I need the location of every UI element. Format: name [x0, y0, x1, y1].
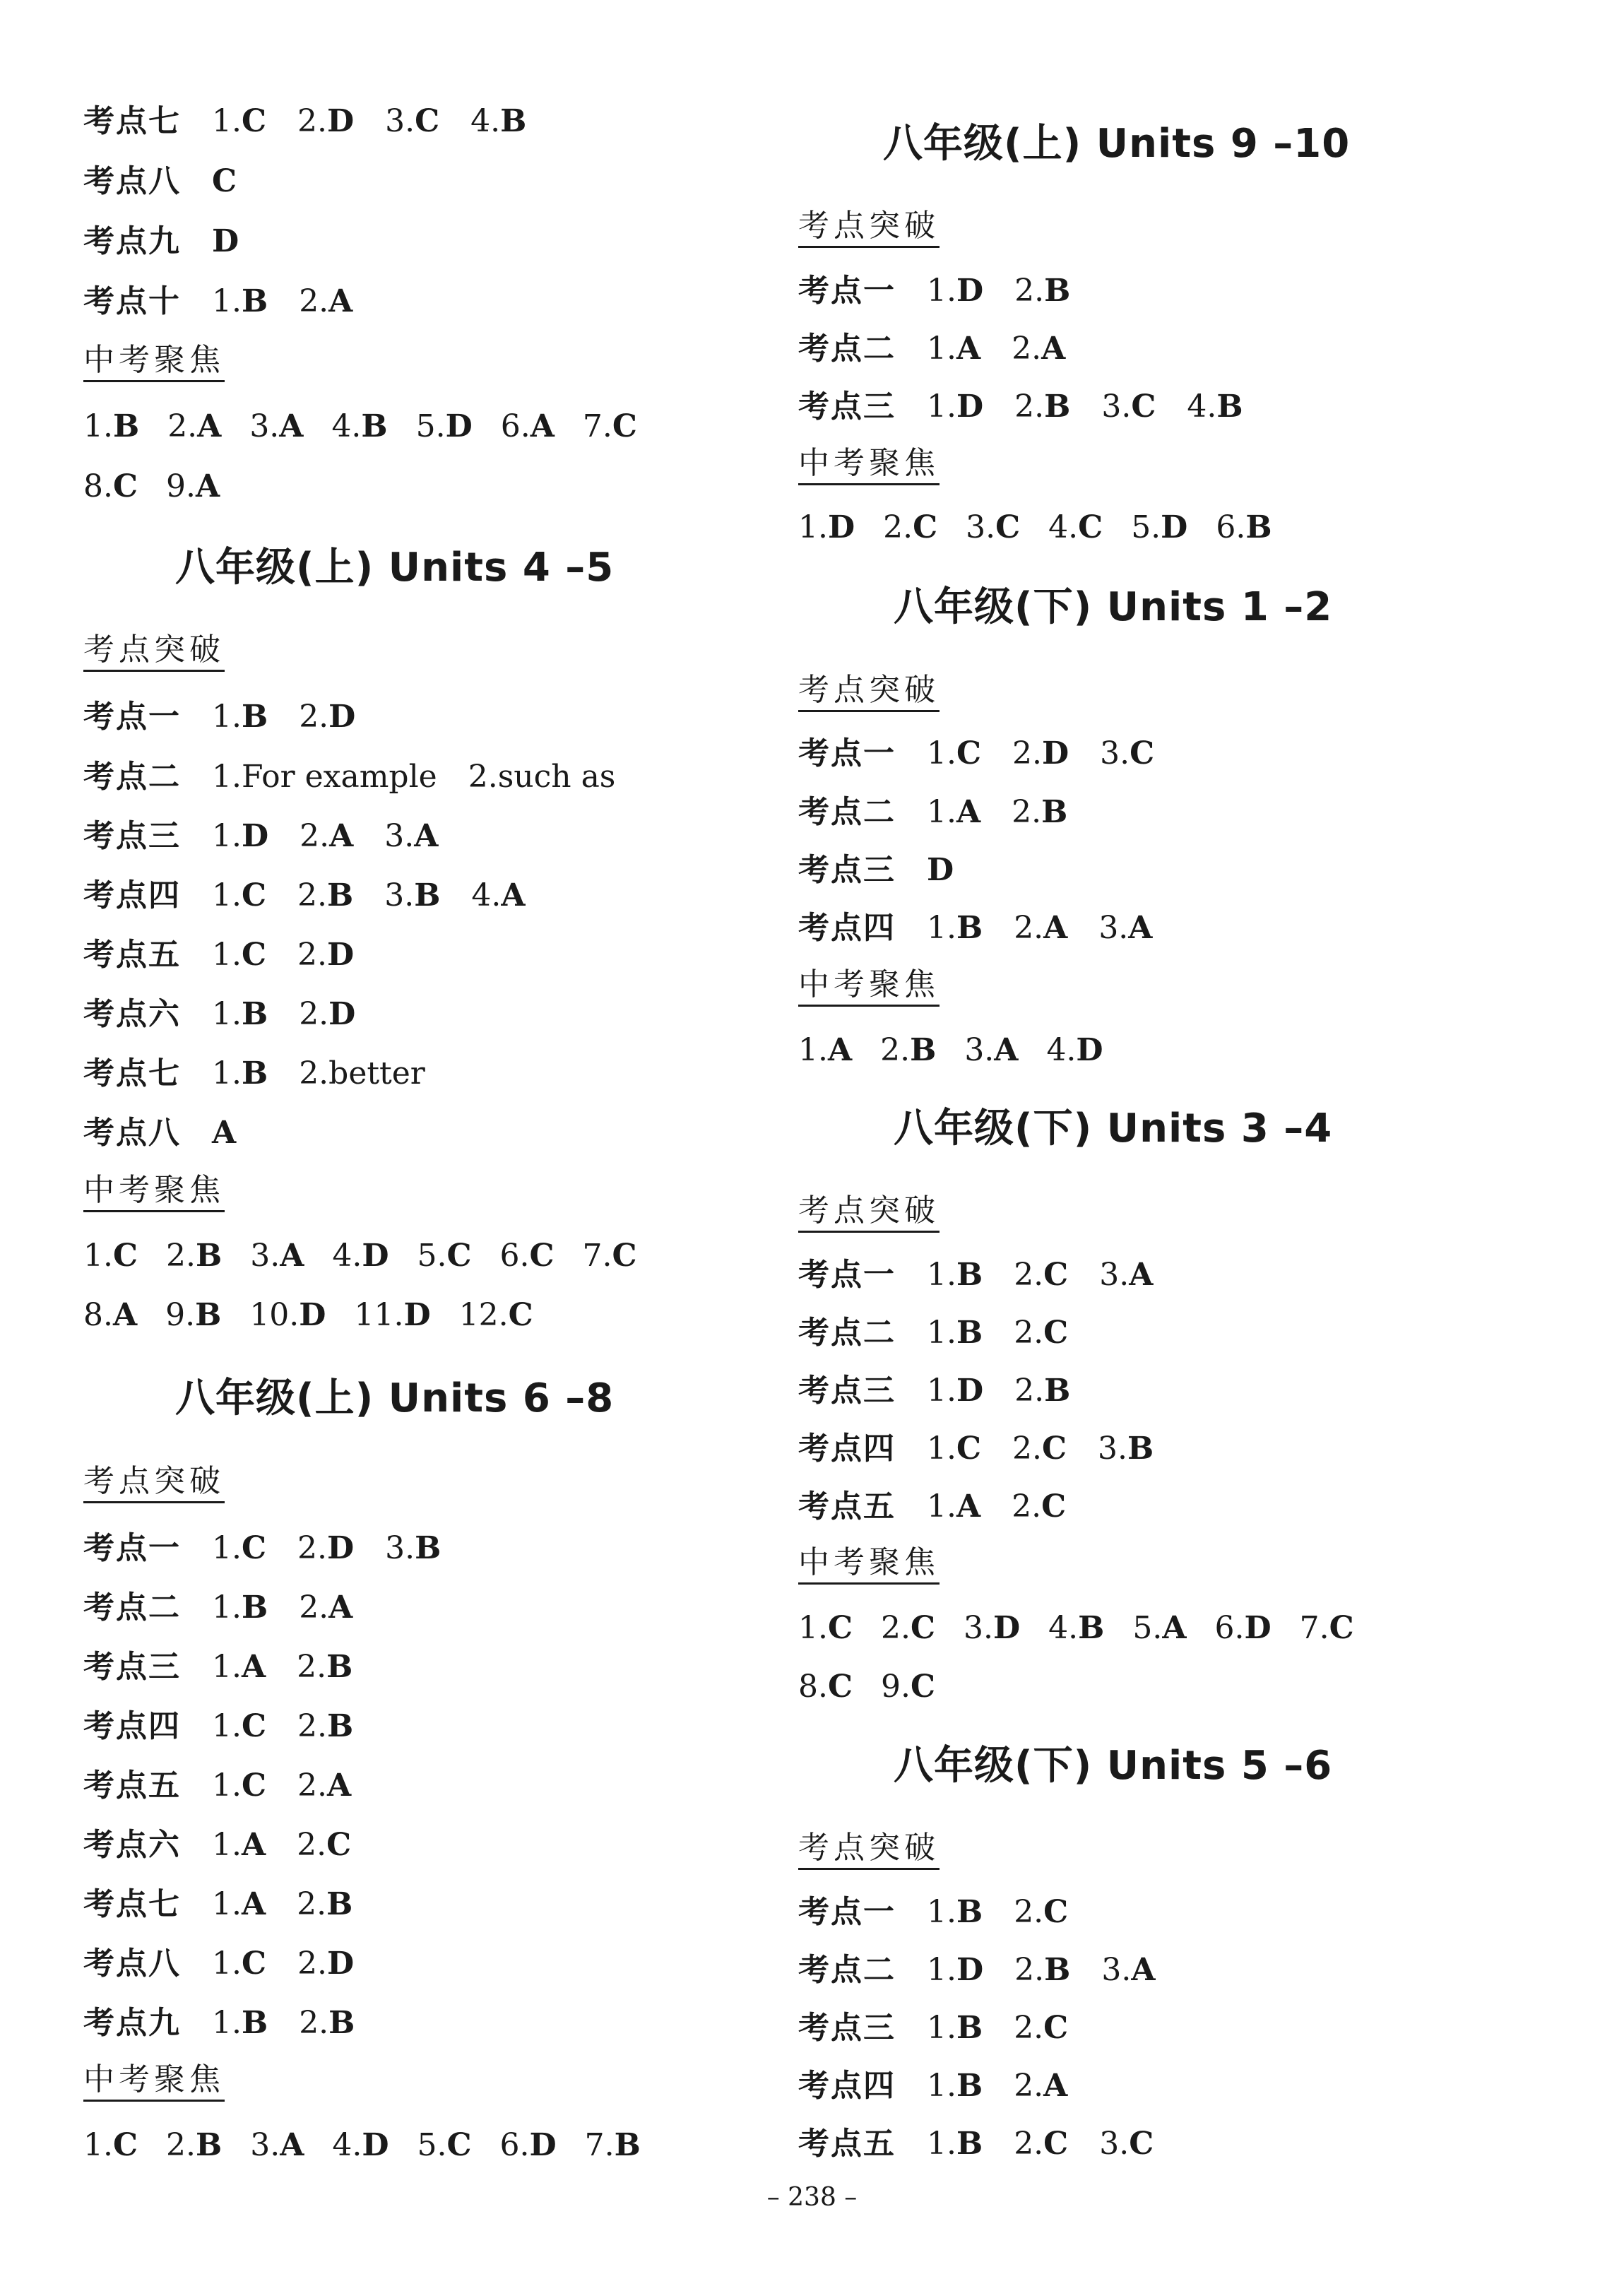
answer: 12.C	[458, 1297, 533, 1333]
answer: 2.A	[167, 408, 222, 444]
answer: 5.C	[417, 2127, 472, 2163]
kaodian-row	[798, 1375, 1101, 1407]
answer: 1.D	[927, 389, 984, 425]
answer: 2.C	[1012, 1488, 1067, 1525]
answer: 1.B	[212, 2005, 268, 2041]
answer: 4.C	[1048, 509, 1103, 545]
kaodian-row	[798, 852, 985, 888]
kaodian-row	[798, 1257, 1184, 1293]
key-points-subheading: 考点突破	[798, 675, 940, 712]
exam-focus-subheading: 中考聚焦	[798, 448, 940, 485]
kaodian-row	[83, 223, 270, 259]
answer: 1.C	[212, 1946, 267, 1982]
exam-focus-subheading: 中考聚焦	[83, 2064, 225, 2102]
kaodian-label: 考点七	[83, 1886, 181, 1922]
answer: 2.D	[297, 1530, 355, 1566]
kaodian-row	[83, 103, 557, 139]
kaodian-row	[83, 1886, 384, 1922]
answer: 1.A	[212, 1649, 266, 1685]
answer: 3.C	[966, 509, 1021, 545]
kaodian-row	[83, 877, 557, 913]
answer: 6.B	[1216, 509, 1272, 545]
answer: 3.A	[384, 818, 439, 854]
answer: 1.D	[927, 1952, 984, 1988]
section-heading: 八年级(下) Units 5 –6	[894, 1743, 1333, 1789]
answer: 5.A	[1132, 1610, 1187, 1646]
kaodian-label: 考点二	[83, 759, 181, 795]
kaodian-label: 考点七	[83, 1055, 181, 1091]
answer: 2.A	[1012, 331, 1066, 367]
kaodian-label: 考点五	[798, 1488, 896, 1525]
answer: 2.A	[299, 1590, 353, 1626]
answer: 1.C	[83, 2127, 138, 2163]
exam-focus-subheading: 中考聚焦	[798, 1547, 940, 1585]
kaodian-row	[798, 910, 1183, 946]
answer: 1.B	[212, 996, 268, 1032]
answer: 4.B	[470, 103, 527, 139]
kaodian-row	[83, 701, 386, 733]
kaodian-label: 考点三	[798, 1373, 896, 1409]
answer: A	[212, 1115, 237, 1151]
kaodian-label: 考点七	[83, 103, 181, 139]
answer: 2.A	[299, 283, 353, 319]
kaodian-row	[83, 163, 268, 199]
answer: 3.C	[1099, 2126, 1154, 2162]
answer: 3.D	[964, 1610, 1021, 1646]
answer: 2.C	[1014, 2010, 1069, 2046]
answer: 2.C	[1012, 1431, 1067, 1467]
answer: 2.better	[299, 1055, 425, 1091]
answer: 1.D	[212, 818, 269, 854]
section-heading: 八年级(下) Units 1 –2	[894, 584, 1333, 630]
answer: 2.B	[166, 1238, 223, 1274]
answer: 1.B	[927, 1257, 983, 1293]
kaodian-row	[798, 1952, 1186, 1988]
answer: 2.B	[880, 1032, 937, 1068]
kaodian-label: 考点六	[83, 996, 181, 1032]
answer: 2.D	[299, 699, 356, 735]
kaodian-label: 考点五	[83, 1768, 181, 1804]
kaodian-row	[83, 818, 469, 854]
kaodian-label: 考点一	[798, 273, 896, 309]
answer: 4.B	[331, 408, 388, 444]
kaodian-label: 考点五	[798, 2126, 896, 2162]
kaodian-row	[798, 389, 1274, 425]
exam-focus-answers	[83, 408, 665, 444]
kaodian-row	[83, 1055, 456, 1091]
answer: 2.C	[883, 509, 938, 545]
kaodian-row	[798, 1894, 1099, 1930]
answer: 3.A	[249, 408, 304, 444]
answer: 1.C	[212, 1768, 267, 1804]
key-points-subheading: 考点突破	[798, 211, 940, 248]
kaodian-row	[83, 1115, 267, 1151]
answer: 2.C	[297, 1827, 352, 1863]
answer: 2.B	[299, 2005, 355, 2041]
answer: 4.B	[1048, 1610, 1105, 1646]
answer: 6.D	[1214, 1610, 1272, 1646]
answer: 3.B	[384, 877, 441, 913]
answer: 1.B	[927, 2068, 983, 2104]
answer: 2.B	[166, 2127, 223, 2163]
answer: 2.D	[299, 996, 356, 1032]
exam-focus-answers	[83, 1238, 665, 1274]
kaodian-label: 考点六	[83, 1827, 181, 1863]
answer: 5.C	[417, 1238, 472, 1274]
answer: 2.A	[1014, 2068, 1068, 2104]
answer: 2.B	[1014, 1952, 1071, 1988]
key-points-subheading: 考点突破	[83, 634, 225, 672]
answer: 1.A	[212, 1886, 266, 1922]
kaodian-label: 考点八	[83, 1946, 181, 1982]
exam-focus-answers	[798, 1671, 964, 1703]
answer: 2.A	[297, 1768, 352, 1804]
answer: 2.B	[1012, 794, 1068, 830]
kaodian-row	[798, 1488, 1097, 1525]
answer: 2.C	[1014, 1894, 1069, 1930]
kaodian-label: 考点四	[798, 1431, 896, 1467]
answer: 1.C	[927, 1431, 982, 1467]
answer: 2.B	[297, 1708, 354, 1744]
kaodian-label: 考点二	[798, 331, 896, 367]
kaodian-label: 考点三	[798, 389, 896, 425]
kaodian-row	[83, 1708, 384, 1744]
answer: 2.D	[297, 1946, 355, 1982]
answer: 9.B	[165, 1297, 222, 1333]
answer: 1.B	[212, 1055, 268, 1091]
answer: 1.B	[927, 1894, 983, 1930]
kaodian-row	[83, 1649, 384, 1685]
answer: 3.C	[385, 103, 440, 139]
answer: 1.C	[212, 937, 267, 973]
answer: 9.C	[881, 1669, 936, 1705]
exam-focus-answers	[798, 509, 1300, 545]
answer: 1.D	[927, 273, 984, 309]
kaodian-row	[798, 1315, 1099, 1351]
kaodian-label: 考点三	[798, 2010, 896, 2046]
exam-focus-answers	[83, 2127, 669, 2163]
answer: 1.C	[212, 1708, 267, 1744]
kaodian-label: 考点三	[798, 852, 896, 888]
answer: 2.A	[300, 818, 354, 854]
answer: 2.D	[297, 103, 355, 139]
kaodian-row	[798, 1431, 1185, 1467]
answer: 1.A	[798, 1032, 853, 1068]
kaodian-row	[83, 1530, 472, 1566]
answer: 2.B	[297, 1649, 353, 1685]
section-heading: 八年级(上) Units 6 –8	[175, 1375, 615, 1421]
kaodian-label: 考点三	[83, 1649, 181, 1685]
answer: 3.A	[1099, 1257, 1154, 1293]
answer: 2.C	[1014, 1315, 1069, 1351]
kaodian-label: 考点九	[83, 223, 181, 259]
answer: 1.A	[212, 1827, 266, 1863]
answer: 1.B	[212, 699, 268, 735]
answer: 3.A	[250, 2127, 304, 2163]
answer: 1.B	[927, 1315, 983, 1351]
answer: 1.B	[83, 408, 140, 444]
kaodian-row	[83, 996, 386, 1032]
answer: 5.D	[1131, 509, 1188, 545]
answer: 8.C	[83, 468, 138, 504]
answer: 4.D	[332, 2127, 389, 2163]
answer: 2.C	[1014, 1257, 1069, 1293]
answer: 1.C	[83, 1238, 138, 1274]
kaodian-row	[798, 333, 1096, 365]
kaodian-row	[83, 1768, 382, 1804]
kaodian-label: 考点二	[83, 1590, 181, 1626]
kaodian-row	[798, 2068, 1098, 2104]
answer: 6.D	[499, 2127, 557, 2163]
kaodian-label: 考点八	[83, 1115, 181, 1151]
answer: D	[212, 223, 239, 259]
kaodian-label: 考点九	[83, 2005, 181, 2041]
section-heading: 八年级(上) Units 4 –5	[175, 545, 615, 591]
answer: 4.B	[1187, 389, 1243, 425]
exam-focus-subheading: 中考聚焦	[798, 969, 940, 1007]
key-points-subheading: 考点突破	[798, 1195, 940, 1233]
kaodian-label: 考点十	[83, 283, 181, 319]
answer: 3.A	[1098, 910, 1153, 946]
kaodian-label: 考点一	[798, 1257, 896, 1293]
answer: 1.A	[927, 794, 981, 830]
answer: 8.C	[798, 1669, 853, 1705]
key-points-subheading: 考点突破	[798, 1833, 940, 1870]
answer: 3.A	[1101, 1952, 1156, 1988]
answer: 1.C	[212, 103, 267, 139]
kaodian-row	[83, 1590, 384, 1626]
kaodian-row	[798, 2010, 1099, 2046]
answer: 3.B	[385, 1530, 441, 1566]
answer: 3.C	[1100, 735, 1155, 771]
exam-focus-subheading: 中考聚焦	[83, 345, 225, 382]
answer: 5.D	[415, 408, 473, 444]
kaodian-row	[798, 794, 1098, 830]
answer: 2.C	[881, 1610, 936, 1646]
answer: 11.D	[354, 1297, 431, 1333]
answer: 1.B	[927, 2010, 983, 2046]
answer: 2.B	[297, 877, 354, 913]
answer: 1.C	[212, 877, 267, 913]
kaodian-label: 考点二	[798, 794, 896, 830]
answer: 3.C	[1101, 389, 1156, 425]
kaodian-label: 考点二	[798, 1315, 896, 1351]
exam-focus-subheading: 中考聚焦	[83, 1175, 225, 1212]
answer: 1.B	[212, 283, 268, 319]
exam-focus-answers	[798, 1032, 1132, 1068]
answer: 3.B	[1098, 1431, 1154, 1467]
answer: 3.A	[250, 1238, 304, 1274]
answer: 1.B	[927, 2126, 983, 2162]
answer: 2.D	[1012, 735, 1069, 771]
answer: C	[212, 163, 237, 199]
section-heading: 八年级(上) Units 9 –10	[883, 121, 1351, 167]
section-heading: 八年级(下) Units 3 –4	[894, 1106, 1333, 1152]
answer: 2.B	[1014, 1373, 1071, 1409]
answer: 1.B	[927, 910, 983, 946]
kaodian-row	[83, 759, 646, 795]
answer: 2.B	[1014, 273, 1071, 309]
kaodian-label: 考点一	[83, 1530, 181, 1566]
kaodian-label: 考点三	[83, 818, 181, 854]
kaodian-label: 考点一	[83, 699, 181, 735]
answer: D	[927, 852, 954, 888]
answer: 6.A	[500, 408, 555, 444]
kaodian-label: 考点四	[83, 877, 181, 913]
answer: 4.A	[471, 877, 526, 913]
answer: 1.C	[927, 735, 982, 771]
kaodian-row	[83, 937, 385, 973]
exam-focus-answers	[83, 1297, 562, 1333]
kaodian-label: 考点二	[798, 1952, 896, 1988]
exam-focus-answers	[798, 1610, 1382, 1646]
kaodian-label: 考点四	[798, 2068, 896, 2104]
answer: 7.C	[582, 1238, 637, 1274]
answer: 8.A	[83, 1297, 138, 1333]
kaodian-row	[83, 1946, 385, 1982]
exam-focus-answers	[83, 468, 248, 504]
answer: 1.D	[798, 509, 855, 545]
page-number: – 238 –	[766, 2183, 858, 2212]
answer: 1.C	[212, 1530, 267, 1566]
answer: 9.A	[166, 468, 220, 504]
kaodian-label: 考点五	[83, 937, 181, 973]
answer: 1.For example	[212, 759, 437, 795]
answer: 2.B	[297, 1886, 353, 1922]
answer: 3.A	[964, 1032, 1019, 1068]
kaodian-label: 考点八	[83, 163, 181, 199]
answer: 2.C	[1014, 2126, 1069, 2162]
kaodian-label: 考点四	[83, 1708, 181, 1744]
kaodian-row	[83, 2005, 386, 2041]
kaodian-row	[83, 1827, 382, 1863]
kaodian-label: 考点四	[798, 910, 896, 946]
answer: 1.A	[927, 331, 981, 367]
kaodian-label: 考点一	[798, 1894, 896, 1930]
answer: 7.C	[1299, 1610, 1354, 1646]
answer: 1.C	[798, 1610, 853, 1646]
kaodian-row	[798, 273, 1101, 309]
answer: 2.such as	[468, 759, 616, 795]
answer: 2.D	[297, 937, 355, 973]
key-points-subheading: 考点突破	[83, 1466, 225, 1503]
kaodian-row	[798, 735, 1185, 771]
kaodian-label: 考点一	[798, 735, 896, 771]
kaodian-row	[83, 283, 384, 319]
answer: 7.C	[582, 408, 637, 444]
answer: 2.A	[1014, 910, 1068, 946]
answer: 7.B	[584, 2127, 641, 2163]
answer: 1.B	[212, 1590, 268, 1626]
answer: 10.D	[249, 1297, 326, 1333]
answer: 1.D	[927, 1373, 984, 1409]
kaodian-row	[798, 2126, 1185, 2162]
answer: 4.D	[1046, 1032, 1103, 1068]
answer: 6.C	[499, 1238, 555, 1274]
answer: 2.B	[1014, 389, 1071, 425]
answer: 4.D	[332, 1238, 389, 1274]
answer: 1.A	[927, 1488, 981, 1525]
